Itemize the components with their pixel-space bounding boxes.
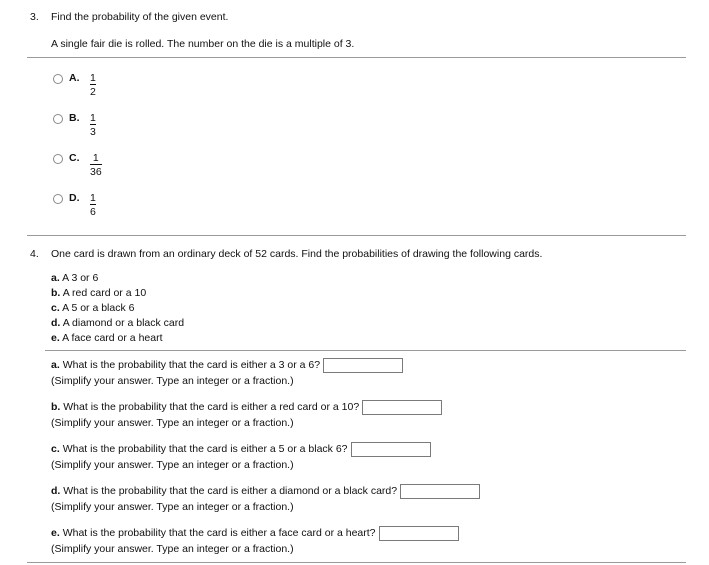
list-item: [51, 286, 184, 301]
fraction: [90, 112, 96, 138]
subquestion-b: [51, 399, 442, 431]
part-text: A 5 or a black 6: [62, 302, 135, 314]
option-letter: B.: [69, 112, 80, 124]
part-label: e.: [51, 332, 60, 344]
denominator: 3: [90, 126, 96, 138]
part-text: A diamond or a black card: [62, 317, 185, 329]
question-4-prompt: One card is drawn from an ordinary deck of 52 cards. Find the probabilities of drawing the following cards.: [51, 248, 543, 260]
list-item: [51, 301, 184, 316]
list-item: [51, 331, 184, 346]
radio-button[interactable]: [53, 154, 63, 164]
list-item: [51, 271, 184, 286]
answer-input-e[interactable]: [379, 526, 459, 541]
option-letter: D.: [69, 192, 80, 204]
divider: [27, 57, 686, 58]
sub-label: e.: [51, 527, 60, 539]
subquestion-a: [51, 357, 403, 389]
answer-input-d[interactable]: [400, 484, 480, 499]
question-3-prompt: Find the probability of the given event.: [51, 11, 229, 23]
part-text: A red card or a 10: [62, 287, 147, 299]
part-text: A face card or a heart: [62, 332, 163, 344]
parts-list: [51, 271, 184, 346]
question-4-number: 4.: [30, 248, 39, 260]
question-3-statement: A single fair die is rolled. The number on the die is a multiple of 3.: [51, 38, 355, 50]
part-text: A 3 or 6: [62, 272, 99, 284]
radio-button[interactable]: [53, 194, 63, 204]
subquestion-c: [51, 441, 431, 473]
instruction-note: (Simplify your answer. Type an integer or a fraction.): [51, 375, 294, 387]
denominator: 36: [90, 166, 102, 178]
subquestion-e: [51, 525, 459, 557]
radio-button[interactable]: [53, 114, 63, 124]
sub-question: What is the probability that the card is either a red card or a 10?: [63, 401, 360, 413]
list-item: [51, 316, 184, 331]
sub-question: What is the probability that the card is either a 3 or a 6?: [62, 359, 321, 371]
sub-label: c.: [51, 443, 60, 455]
sub-label: d.: [51, 485, 61, 497]
sub-question: What is the probability that the card is either a diamond or a black card?: [63, 485, 398, 497]
sub-question: What is the probability that the card is either a 5 or a black 6?: [62, 443, 348, 455]
answer-input-b[interactable]: [362, 400, 442, 415]
sub-label: a.: [51, 359, 60, 371]
instruction-note: (Simplify your answer. Type an integer or a fraction.): [51, 501, 294, 513]
fraction-bar: [90, 204, 96, 205]
question-4: [0, 236, 709, 565]
sub-question: What is the probability that the card is either a face card or a heart?: [62, 527, 376, 539]
bottom-divider: [27, 562, 686, 563]
instruction-note: (Simplify your answer. Type an integer or a fraction.): [51, 417, 294, 429]
option-letter: A.: [69, 72, 80, 84]
option-letter: C.: [69, 152, 80, 164]
denominator: 6: [90, 206, 96, 218]
answer-input-a[interactable]: [323, 358, 403, 373]
fraction-bar: [90, 84, 96, 85]
question-3: [0, 0, 709, 230]
instruction-note: (Simplify your answer. Type an integer or a fraction.): [51, 543, 294, 555]
part-label: a.: [51, 272, 60, 284]
instruction-note: (Simplify your answer. Type an integer or a fraction.): [51, 459, 294, 471]
part-label: b.: [51, 287, 61, 299]
numerator: 1: [90, 112, 96, 124]
numerator: 1: [92, 152, 99, 164]
numerator: 1: [90, 72, 96, 84]
fraction: [90, 192, 96, 218]
sub-label: b.: [51, 401, 61, 413]
question-3-number: 3.: [30, 11, 39, 23]
fraction: [90, 152, 102, 178]
part-label: c.: [51, 302, 60, 314]
part-label: d.: [51, 317, 61, 329]
fraction-bar: [90, 164, 102, 165]
denominator: 2: [90, 86, 96, 98]
fraction: [90, 72, 96, 98]
radio-button[interactable]: [53, 74, 63, 84]
numerator: 1: [90, 192, 96, 204]
subquestion-d: [51, 483, 480, 515]
fraction-bar: [90, 124, 96, 125]
answer-input-c[interactable]: [351, 442, 431, 457]
divider: [45, 350, 686, 351]
